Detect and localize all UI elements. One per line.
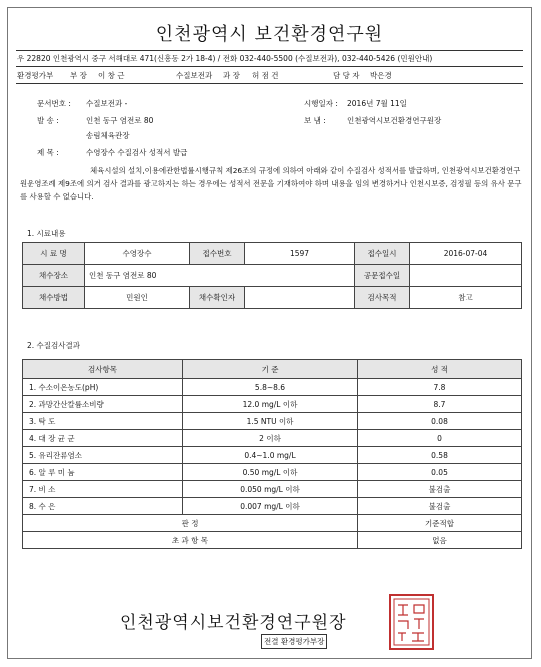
signature-title: 인천광역시보건환경연구원장 — [120, 613, 347, 633]
result-standard: 5.8~8.6 — [183, 379, 358, 396]
result-value: 0.58 — [358, 447, 522, 464]
team-head-label: 부 장 — [70, 71, 87, 80]
notice-paragraph: 체육시설의 설치,이용에관한법률시행규칙 제26조의 규정에 의하여 아래와 같이 수질검사 성적서를 발급하며, 인천광역시보건환경연구원운영조례 제9조에 의거 검사 결과를 광고하지는 하는 경우에는 성적서 전문을 기재하여야 하며 내용을 임의 변경하거나 인천시보증, 검정필 등의 유사 문구를 사용할 수 없습니다. — [20, 166, 522, 201]
result-standard: 0.50 mg/L 이하 — [183, 464, 358, 481]
result-item: 3. 탁 도 — [23, 413, 183, 430]
doc-no-label: 문서번호 : — [37, 99, 71, 108]
result-item: 1. 수소이온농도(pH) — [23, 379, 183, 396]
official-seal-stamp — [388, 593, 435, 651]
address-line: 우 22820 인천광역시 중구 서해대로 471(신흥동 2가 18-4) / 전화 032-440-5500 (수질보전과), 032-440-5426 (민원안내) — [17, 54, 433, 63]
verdict-row — [23, 515, 522, 532]
issue-date: 2016년 7월 11일 — [347, 99, 407, 108]
table-row — [23, 243, 522, 265]
col-item-header: 검사항목 — [23, 360, 183, 379]
section2-title: 2. 수질검사결과 — [27, 341, 81, 350]
delegation-box: 전결 환경평가부장 — [261, 634, 327, 649]
exceed-value: 없음 — [358, 532, 522, 549]
sample-name-label: 시 료 명 — [23, 243, 85, 265]
col-result-header: 성 적 — [358, 360, 522, 379]
date-label: 시행일자 : — [304, 99, 338, 108]
result-standard: 0.4~1.0 mg/L — [183, 447, 358, 464]
purpose-label: 검사목적 — [355, 287, 410, 309]
team-name: 환경평가부 — [17, 71, 54, 80]
sample-name: 수영장수 — [85, 243, 190, 265]
header-divider — [16, 50, 523, 51]
result-item: 2. 과망간산칼륨소비량 — [23, 396, 183, 413]
subject-text: 수영장수 수질검사 성적서 발급 — [86, 148, 188, 157]
table-row — [23, 413, 522, 430]
result-value: 0.05 — [358, 464, 522, 481]
sampling-witness — [245, 287, 355, 309]
inspection-purpose: 참고 — [410, 287, 522, 309]
recipient-label: 발 송 : — [37, 116, 59, 125]
result-value: 7.8 — [358, 379, 522, 396]
receipt-no-label: 접수번호 — [190, 243, 245, 265]
result-item: 6. 알 루 미 늄 — [23, 464, 183, 481]
result-value: 불검출 — [358, 481, 522, 498]
result-value: 0 — [358, 430, 522, 447]
result-standard: 1.5 NTU 이하 — [183, 413, 358, 430]
official-receipt-label: 공문접수일 — [355, 265, 410, 287]
receipt-no: 1597 — [245, 243, 355, 265]
sender-name: 인천광역시보건환경연구원장 — [347, 116, 442, 125]
table-row — [23, 396, 522, 413]
exceed-row — [23, 532, 522, 549]
recipient-name: 송림체육관장 — [86, 131, 130, 140]
sampling-location: 인천 동구 염전로 80 — [85, 265, 355, 287]
table-row — [23, 498, 522, 515]
officer-name: 박은경 — [370, 71, 392, 80]
col-standard-header: 기 준 — [183, 360, 358, 379]
table-row — [23, 430, 522, 447]
result-rows — [23, 379, 522, 515]
table-row — [23, 481, 522, 498]
doc-no: 수질보전과 - — [86, 99, 128, 108]
sampling-method: 민원인 — [85, 287, 190, 309]
sample-info-table — [22, 242, 522, 309]
result-value: 불검출 — [358, 498, 522, 515]
officer-label: 담 당 자 — [333, 71, 360, 80]
result-standard: 0.050 mg/L 이하 — [183, 481, 358, 498]
staff-divider — [16, 83, 523, 84]
dept-head-name: 허 점 건 — [252, 71, 279, 80]
table-row — [23, 447, 522, 464]
result-item: 7. 비 소 — [23, 481, 183, 498]
results-table — [22, 359, 522, 549]
verdict-value: 기준적합 — [358, 515, 522, 532]
result-value: 8.7 — [358, 396, 522, 413]
result-standard: 0.007 mg/L 이하 — [183, 498, 358, 515]
result-item: 8. 수 은 — [23, 498, 183, 515]
dept-head-label: 과 장 — [223, 71, 240, 80]
section1-title: 1. 시료내용 — [27, 229, 66, 238]
official-receipt-date — [410, 265, 522, 287]
recipient-address: 인천 동구 염전로 80 — [86, 116, 154, 125]
result-standard: 12.0 mg/L 이하 — [183, 396, 358, 413]
result-item: 4. 대 장 균 군 — [23, 430, 183, 447]
method-label: 채수방법 — [23, 287, 85, 309]
result-item: 5. 유리잔류염소 — [23, 447, 183, 464]
subject-label: 제 목 : — [37, 148, 59, 157]
sender-label: 보 냄 : — [304, 116, 326, 125]
result-standard: 2 이하 — [183, 430, 358, 447]
table-row — [23, 464, 522, 481]
result-value: 0.08 — [358, 413, 522, 430]
verdict-label: 판 정 — [23, 515, 358, 532]
location-label: 채수장소 — [23, 265, 85, 287]
document-page — [7, 7, 532, 659]
receipt-date-label: 접수일시 — [355, 243, 410, 265]
address-divider — [16, 66, 523, 67]
institute-title: 인천광역시 보건환경연구원 — [155, 24, 384, 45]
table-row — [23, 379, 522, 396]
dept-name: 수질보전과 — [176, 71, 213, 80]
table-header-row — [23, 360, 522, 379]
team-head-name: 이 창 근 — [98, 71, 125, 80]
exceed-label: 초 과 항 목 — [23, 532, 358, 549]
witness-label: 채수확인자 — [190, 287, 245, 309]
receipt-date: 2016-07-04 — [410, 243, 522, 265]
table-row — [23, 265, 522, 287]
table-row — [23, 287, 522, 309]
